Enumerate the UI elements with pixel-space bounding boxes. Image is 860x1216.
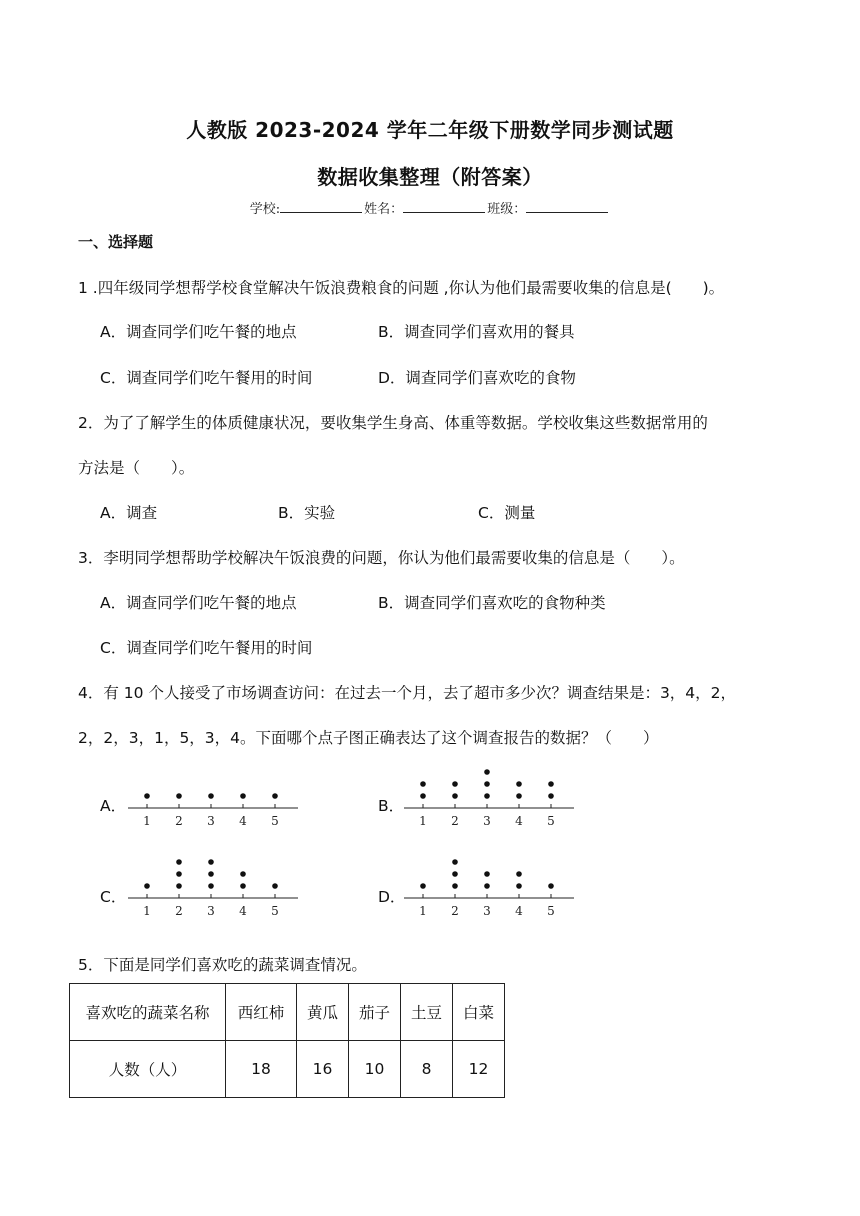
table-cell: 8 [401,1041,453,1098]
dot-plot-a [128,760,300,832]
tick-label: 2 [451,814,459,828]
question-1-option-a: A．调查同学们吃午餐的地点 [100,323,297,341]
dot [452,793,458,799]
question-3-option-c: C．调查同学们吃午餐用的时间 [100,639,313,657]
page-title: 人教版 2023-2024 学年二年级下册数学同步测试题 [186,118,674,142]
question-1-option-c: C．调查同学们吃午餐用的时间 [100,369,313,387]
dot [208,793,214,799]
table-header-row [70,984,505,1041]
dot [208,871,214,877]
school-label: 学校: [249,202,281,217]
question-4-line-2: 2，2，3，1，5，3，4。下面哪个点子图正确表达了这个调查报告的数据？（ ） [78,729,659,747]
tick-label: 2 [451,904,459,918]
tick-label: 3 [207,814,215,828]
dot [516,781,522,787]
tick-label: 4 [239,904,247,918]
plot-c-label: C． [100,888,127,906]
dot-plot-c [128,850,300,922]
question-1-option-b: B．调查同学们喜欢用的餐具 [378,323,575,341]
dot [176,859,182,865]
tick-label: 5 [547,904,555,918]
table-cell: 土豆 [401,984,453,1041]
class-label: 班级： [487,202,527,217]
table-cell: 西红柿 [226,984,297,1041]
page-subtitle: 数据收集整理（附答案） [317,165,543,189]
table-cell: 人数（人） [70,1041,226,1098]
dot [484,871,490,877]
table-cell: 白菜 [453,984,505,1041]
dot [420,883,426,889]
tick-label: 5 [271,814,279,828]
tick-label: 4 [515,814,523,828]
tick-label: 4 [515,904,523,918]
tick-label: 2 [175,904,183,918]
dot-plot-b [404,760,576,832]
tick-label: 3 [483,904,491,918]
tick-label: 1 [419,814,427,828]
name-blank [403,200,485,213]
dot [548,883,554,889]
dot [176,883,182,889]
table-cell: 茄子 [349,984,401,1041]
dot [452,871,458,877]
name-label: 姓名： [364,202,404,217]
table-row [70,1041,505,1098]
question-4-line-1: 4．有 10 个人接受了市场调查访问：在过去一个月，去了超市多少次？调查结果是：3，4，2， [78,684,737,702]
tick-label: 2 [175,814,183,828]
dot [176,793,182,799]
question-3-option-a: A．调查同学们吃午餐的地点 [100,594,297,612]
question-3-text: 3．李明同学想帮助学校解决午饭浪费的问题，你认为他们最需要收集的信息是（ ）。 [78,549,685,567]
tick-label: 5 [271,904,279,918]
question-2-option-b: B．实验 [278,504,336,522]
tick-label: 1 [143,904,151,918]
dot [516,793,522,799]
school-blank [280,200,362,213]
tick-label: 3 [483,814,491,828]
dot [548,793,554,799]
dot [420,793,426,799]
dot [240,883,246,889]
table-cell: 黄瓜 [297,984,349,1041]
student-info-line [0,198,860,217]
dot [272,883,278,889]
table-cell: 12 [453,1041,505,1098]
dot [208,859,214,865]
question-2-option-c: C．测量 [478,504,536,522]
dot [484,793,490,799]
dot [452,859,458,865]
section-heading: 一、选择题 [78,233,154,251]
tick-label: 5 [547,814,555,828]
question-2-line-1: 2．为了了解学生的体质健康状况，要收集学生身高、体重等数据。学校收集这些数据常用的 [78,414,708,432]
dot [452,883,458,889]
dot [484,781,490,787]
dot [516,871,522,877]
question-5-text: 5．下面是同学们喜欢吃的蔬菜调查情况。 [78,956,367,974]
dot [484,883,490,889]
table-cell: 喜欢吃的蔬菜名称 [70,984,226,1041]
plot-b-label: B． [378,797,405,815]
dot-plot-d [404,850,576,922]
table-cell: 10 [349,1041,401,1098]
vegetable-survey-table [69,983,505,1098]
dot [240,793,246,799]
tick-label: 1 [419,904,427,918]
table-cell: 16 [297,1041,349,1098]
table-cell: 18 [226,1041,297,1098]
dot [452,781,458,787]
dot [548,781,554,787]
tick-label: 4 [239,814,247,828]
question-1-text: 1 .四年级同学想帮学校食堂解决午饭浪费粮食的问题 ,你认为他们最需要收集的信息是( )。 [78,279,725,297]
dot [484,769,490,775]
dot [144,883,150,889]
plot-d-label: D． [378,888,406,906]
class-blank [526,200,608,213]
dot [144,793,150,799]
tick-label: 1 [143,814,151,828]
question-3-option-b: B．调查同学们喜欢吃的食物种类 [378,594,606,612]
plot-a-label: A． [100,797,127,815]
dot [240,871,246,877]
dot [272,793,278,799]
dot [420,781,426,787]
question-2-option-a: A．调查 [100,504,158,522]
question-2-line-2: 方法是（ ）。 [78,459,195,477]
dot [208,883,214,889]
dot [176,871,182,877]
question-1-option-d: D．调查同学们喜欢吃的食物 [378,369,576,387]
tick-label: 3 [207,904,215,918]
dot [516,883,522,889]
